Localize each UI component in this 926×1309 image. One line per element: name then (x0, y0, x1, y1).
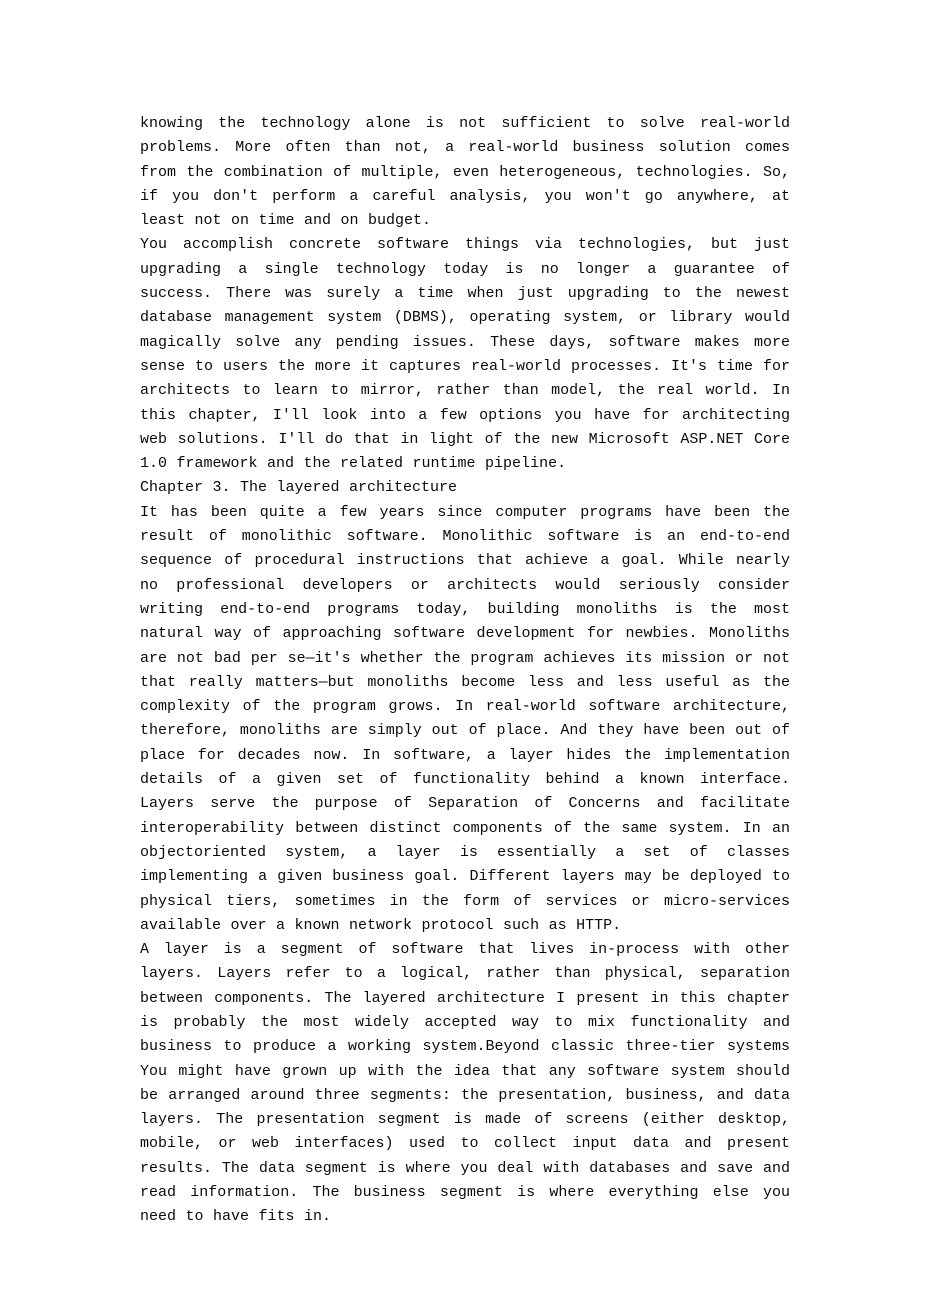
paragraph-layers: A layer is a segment of software that lives in-process with other layers. Layers refer to a logical, rather than physical, separation between components. The layered architecture I present in this chapter is probably the most widely accepted way to mix functionality and business to produce a working system.Beyond classic three-tier systems You might have grown up with the idea that any software system should be arranged around three segments: the presentation, business, and data layers. The presentation segment is made of screens (either desktop, mobile, or web interfaces) used to collect input data and present results. The data segment is where you deal with databases and save and read information. The business segment is where everything else you need to have fits in. (140, 941, 790, 1226)
paragraph-monolithic-software: It has been quite a few years since computer programs have been the result of monolithic software. Monolithic software is an end-to-end sequence of procedural instructions that achieve a goal. While nearly no professional developers or architects would seriously consider writing end-to-end programs today, building monoliths is the most natural way of approaching software development for newbies. Monoliths are not bad per se—it's whether the program achieves its mission or not that really matters—but monoliths become less and less useful as the complexity of the program grows. In real-world software architecture, therefore, monoliths are simply out of place. And they have been out of place for decades now. In software, a layer hides the implementation details of a given set of functionality behind a known interface. Layers serve the purpose of Separation of Concerns and facilitate interoperability between distinct components of the same system. In an objectoriented system, a layer is essentially a set of classes implementing a given business goal. Different layers may be deployed to physical tiers, sometimes in the form of services or micro-services available over a known network protocol such as HTTP. (140, 503, 790, 934)
chapter-heading: Chapter 3. The layered architecture (140, 479, 458, 497)
paragraph-continuation: knowing the technology alone is not sufficient to solve real-world problems. More often than not, a real-world business solution comes from the combination of multiple, even heterogeneous, technologies. So, if you don't perform a careful analysis, you won't go anywhere, at least not on time and on budget. (140, 115, 790, 230)
text-block (140, 112, 790, 1230)
paragraph-technologies: You accomplish concrete software things via technologies, but just upgrading a single technology today is no longer a guarantee of success. There was surely a time when just upgrading to the newest database management system (DBMS), operating system, or library would magically solve any pending issues. These days, software makes more sense to users the more it captures real-world processes. It's time for architects to learn to mirror, rather than model, the real world. In this chapter, I'll look into a few options you have for architecting web solutions. I'll do that in light of the new Microsoft ASP.NET Core 1.0 framework and the related runtime pipeline. (140, 236, 790, 473)
